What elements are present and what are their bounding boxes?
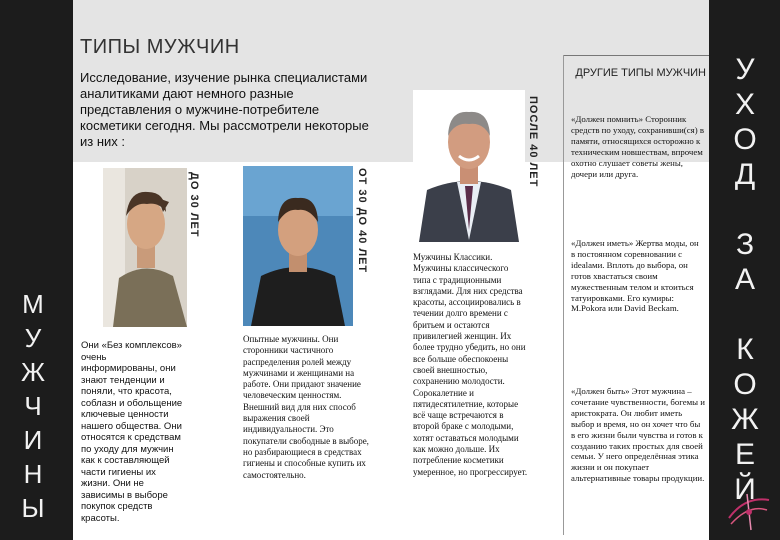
other-type-must-have (571, 238, 705, 314)
left-vertical-title: М У Ж Ч И Н Ы (20, 289, 45, 523)
photo-young-man (103, 168, 187, 327)
group-text-over-40: Мужчины Классики. Мужчины классического типа с традиционными взглядами. Для них средства красоты, ассоциировались в течении долго времени с бритьем и остаются привилегией женщин. Их более трудно убедить, но они все больше обеспокоены своей внешностью, сохранению молодости. Сорокалетние и пятидесятилетние, которые всё чаще встречаются в второй браке с молодыми, хотят оставаться молодыми как можно дольше. Их потребление косметики умеренное, но прогрессирует. (413, 252, 528, 477)
age-label-under-30: ДО 30 ЛЕТ (188, 172, 200, 238)
age-label-over-40: ПОСЛЕ 40 ЛЕТ (527, 96, 539, 188)
group-text-under-30: Они «Без комплексов» очень информированы, они знают тенденции и поняли, что красота, соблазн и обольщение ключевые ценности нашего общества. Они относятся к средствам по уходу для мужчин как к составляющей части гигиены их жизни. Они не зависимы в выборе покупок средств красоты. (81, 340, 183, 524)
other-type-text: «Должен помнить» Сторонник средств по уходу, сохранивши(ся) в памяти, относящихся осторожно к техническим новшествам, впрочем охотно слушает советы жены, дочери или друга. (571, 114, 704, 179)
right-vertical-title: У Х О Д З А К О Ж Е Й (731, 53, 759, 506)
other-type-must-be (571, 386, 705, 484)
other-types-title: ДРУГИЕ ТИПЫ МУЖЧИН (575, 67, 706, 79)
age-label-30-40: ОТ 30 ДО 40 ЛЕТ (356, 168, 368, 274)
photo-middle-man (243, 166, 353, 326)
other-types-divider (563, 55, 709, 56)
other-type-text: «Должен быть» Этот мужчина – сочетание чувственности, богемы и аристократа. Он любит иметь выбор и время, но он хочет что бы в его жизни были чувства и готов к созданию таких простых для своей семьи. У него определённая этика жизни и он покупает альтернативные товары продукции. (571, 386, 706, 484)
other-type-text: «Должен иметь» Жертва моды, он в постоянном соревновании с idealами. Вплоть до выбора, он готов хвастаться своим мужественным телом и ктоиться татуировками. Его кумиры: M.Pokora или David Beckam. (571, 238, 699, 314)
intro-text: Исследование, изучение рынка специалистами аналитиками дают немного разные представления о мужчине-потребителе косметики сегодня. Мы рассмотрели некоторые из них : (80, 70, 369, 149)
other-type-must-remember (571, 114, 705, 179)
brand-logo-icon (725, 488, 773, 539)
other-types-vertical-divider (563, 55, 564, 535)
photo-mature-man (413, 90, 525, 242)
group-text-30-40: Опытные мужчины. Они сторонники частичного распределения ролей между мужчинами и женщинами на работе. Они придают значение человеческим ценностям. Внешний вид для них способ выражения своей индивидуальности. Это покупатели свободные в выборе, но разбирающиеся в средствах гигиены и способные купить их самостоятельно. (243, 334, 369, 480)
page-title: ТИПЫ МУЖЧИН (80, 36, 240, 58)
